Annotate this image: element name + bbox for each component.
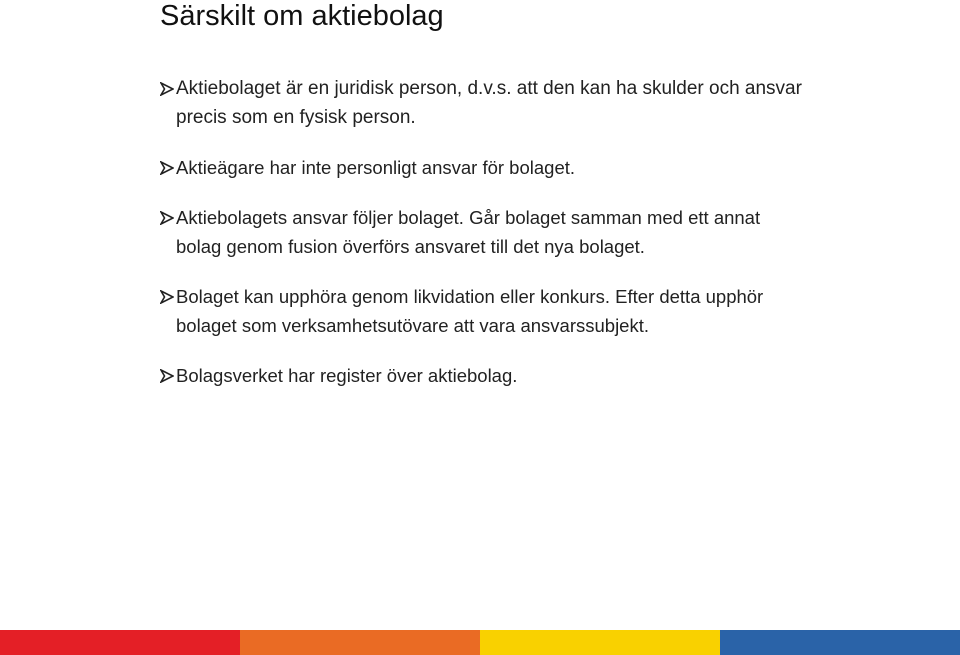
color-segment-blue: [720, 630, 960, 655]
bullet-item: [160, 153, 810, 182]
color-segment-yellow: [480, 630, 720, 655]
bullet-item: [160, 203, 810, 261]
bullet-list: [160, 74, 810, 411]
bullet-text: Bolagsverket har register över aktiebolag.: [176, 365, 518, 386]
bullet-text: Bolaget kan upphöra genom likvidation eller konkurs. Efter detta upphör bolaget som verksamhetsutövare att vara ansvarssubjekt.: [176, 286, 764, 336]
bullet-item: [160, 74, 810, 132]
arrowhead-bullet-icon: [160, 369, 174, 383]
bullet-text: Aktiebolaget är en juridisk person, d.v.s. att den kan ha skulder och ansvar precis som en fysisk person.: [176, 78, 802, 128]
bullet-item: [160, 282, 810, 340]
bullet-text: Aktieägare har inte personligt ansvar för bolaget.: [176, 157, 576, 178]
color-segment-red: [0, 630, 240, 655]
color-segment-orange: [240, 630, 480, 655]
arrowhead-bullet-icon: [160, 290, 174, 304]
bullet-item: [160, 361, 810, 390]
arrowhead-bullet-icon: [160, 82, 174, 96]
bullet-text: Aktiebolagets ansvar följer bolaget. Går bolaget samman med ett annat bolag genom fusion överförs ansvaret till det nya bolaget.: [176, 207, 761, 257]
arrowhead-bullet-icon: [160, 161, 174, 175]
slide-title: Särskilt om aktiebolag: [160, 0, 444, 32]
arrowhead-bullet-icon: [160, 211, 174, 225]
footer-color-bar: [0, 630, 960, 655]
